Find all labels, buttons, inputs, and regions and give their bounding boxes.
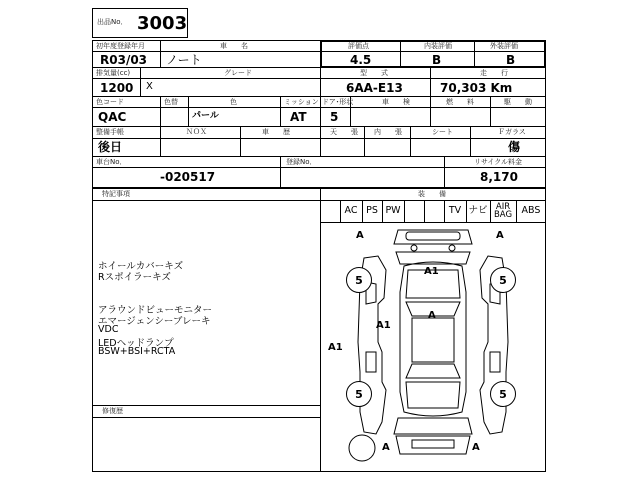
- damage-left-door: A1: [376, 320, 391, 331]
- note-line: LEDヘッドランプ: [98, 338, 174, 349]
- displacement-label: 排気量(cc): [96, 69, 131, 77]
- rule: [92, 78, 546, 79]
- car-body-diagram: [320, 222, 546, 472]
- lot-number: 3003: [137, 13, 188, 34]
- repair-label: 修復歴: [102, 407, 123, 415]
- tire-front-right: 5: [490, 267, 516, 293]
- tire-front-left: 5: [346, 267, 372, 293]
- note-line: Rスポイラーキズ: [98, 272, 171, 283]
- color-code-label: 色コード: [96, 98, 124, 106]
- color-value: パール: [192, 111, 219, 121]
- rule: [160, 126, 161, 156]
- seat-label: シート: [432, 128, 453, 136]
- interior-trim-label: 内 張: [374, 128, 402, 136]
- chassis-number: -020517: [160, 170, 216, 184]
- rule: [92, 417, 320, 418]
- type-value: 6AA-E13: [346, 81, 403, 95]
- rule: [470, 126, 471, 156]
- grade-value: X: [146, 81, 153, 92]
- damage-hood: A1: [424, 266, 439, 277]
- manual-value: 後日: [98, 140, 123, 154]
- note-line: [98, 291, 318, 302]
- lot-label: 出品No．: [97, 18, 128, 26]
- drive-label: 駆 動: [504, 98, 532, 106]
- damage-roof: A: [428, 310, 436, 321]
- rule: [410, 126, 411, 156]
- tire-rear-left: 5: [346, 381, 372, 407]
- rule: [240, 126, 241, 156]
- rule: [280, 156, 281, 188]
- equipment-ac: AC: [344, 205, 358, 217]
- equipment-ps: PS: [366, 205, 378, 217]
- note-line: エマージェンシーブレーキ: [98, 316, 211, 327]
- type-label: 型 式: [360, 69, 388, 77]
- equipment-pw: PW: [385, 205, 401, 217]
- equipment-navi: ナビ: [468, 205, 488, 217]
- transmission-value: AT: [290, 110, 307, 124]
- nox-label: ＮＯＸ: [186, 128, 207, 136]
- recycle-label: リサイクル料金: [474, 158, 523, 166]
- lot-number-box: [92, 8, 188, 38]
- equipment-abs: ABS: [521, 205, 541, 217]
- equipment-airbag: AIR BAG: [493, 201, 513, 220]
- transmission-label: ミッション: [284, 98, 319, 106]
- tire-rear-right: 5: [490, 381, 516, 407]
- rule: [188, 96, 189, 126]
- vehicle-inspection-label: 車 検: [382, 98, 410, 106]
- damage-left-side: A1: [328, 342, 343, 353]
- note-line: VDC: [98, 324, 119, 335]
- rule: [430, 67, 431, 96]
- displacement-value: 1200: [100, 81, 134, 95]
- equipment-empty-1: [404, 200, 424, 222]
- rule: [320, 67, 321, 96]
- exterior-grade: B: [506, 53, 516, 67]
- glass-label: Ｆガラス: [498, 128, 526, 136]
- equipment-label: 装 備: [418, 190, 446, 198]
- color-label: 色: [230, 98, 237, 106]
- interior-grade: B: [432, 53, 442, 67]
- note-line: アラウンドビューモニター: [98, 305, 213, 316]
- rule: [430, 96, 431, 126]
- year-label: 初年度登録年月: [96, 42, 145, 50]
- fuel-label: 燃 料: [446, 98, 474, 106]
- model-label: 車 名: [220, 42, 248, 50]
- rule: [280, 96, 281, 126]
- recycle-fee: 8,170: [480, 170, 518, 184]
- rule: [320, 126, 321, 156]
- color-code: QAC: [98, 110, 127, 124]
- glass-value: 傷: [508, 140, 521, 154]
- damage-rear-right: A: [472, 442, 480, 453]
- rule: [320, 96, 321, 126]
- registration-number-label: 登録No．: [286, 158, 317, 166]
- interior-label: 内装評価: [424, 42, 452, 50]
- notes-label: 特記事項: [102, 190, 130, 198]
- rule: [364, 126, 365, 156]
- rule: [92, 156, 546, 157]
- score-value: 4.5: [350, 53, 372, 67]
- rule: [92, 167, 546, 168]
- rule: [140, 67, 141, 96]
- notes-list: [98, 258, 318, 357]
- rule: [444, 156, 445, 188]
- history-label: 車 歴: [262, 128, 290, 136]
- doors-value: 5: [330, 110, 339, 124]
- note-line: BSW+BSI+RCTA: [98, 346, 176, 357]
- rule: [160, 40, 161, 67]
- mileage-label: 走 行: [480, 69, 508, 77]
- damage-front-left: A: [356, 230, 364, 241]
- sunroof-label: 天 張: [330, 128, 358, 136]
- color-family-label: 色替: [164, 98, 178, 106]
- equipment-tv: TV: [448, 205, 462, 217]
- score-label: 評価点: [348, 42, 369, 50]
- note-line: ホイールカバーキズ: [98, 261, 184, 272]
- grade-label: グレード: [224, 69, 252, 77]
- damage-front-right: A: [496, 230, 504, 241]
- model-name: ノート: [166, 53, 202, 67]
- chassis-label: 車台No．: [96, 158, 127, 166]
- rule: [490, 96, 491, 126]
- mileage-value: 70,303 Km: [440, 81, 513, 95]
- rule: [92, 405, 320, 406]
- registration-year: R03/03: [100, 53, 148, 67]
- damage-rear-left: A: [382, 442, 390, 453]
- doors-label: ドア･形状: [322, 98, 354, 106]
- rule: [160, 96, 161, 126]
- exterior-label: 外装評価: [490, 42, 518, 50]
- equipment-empty-2: [424, 200, 444, 222]
- manual-label: 整備手帳: [96, 128, 124, 136]
